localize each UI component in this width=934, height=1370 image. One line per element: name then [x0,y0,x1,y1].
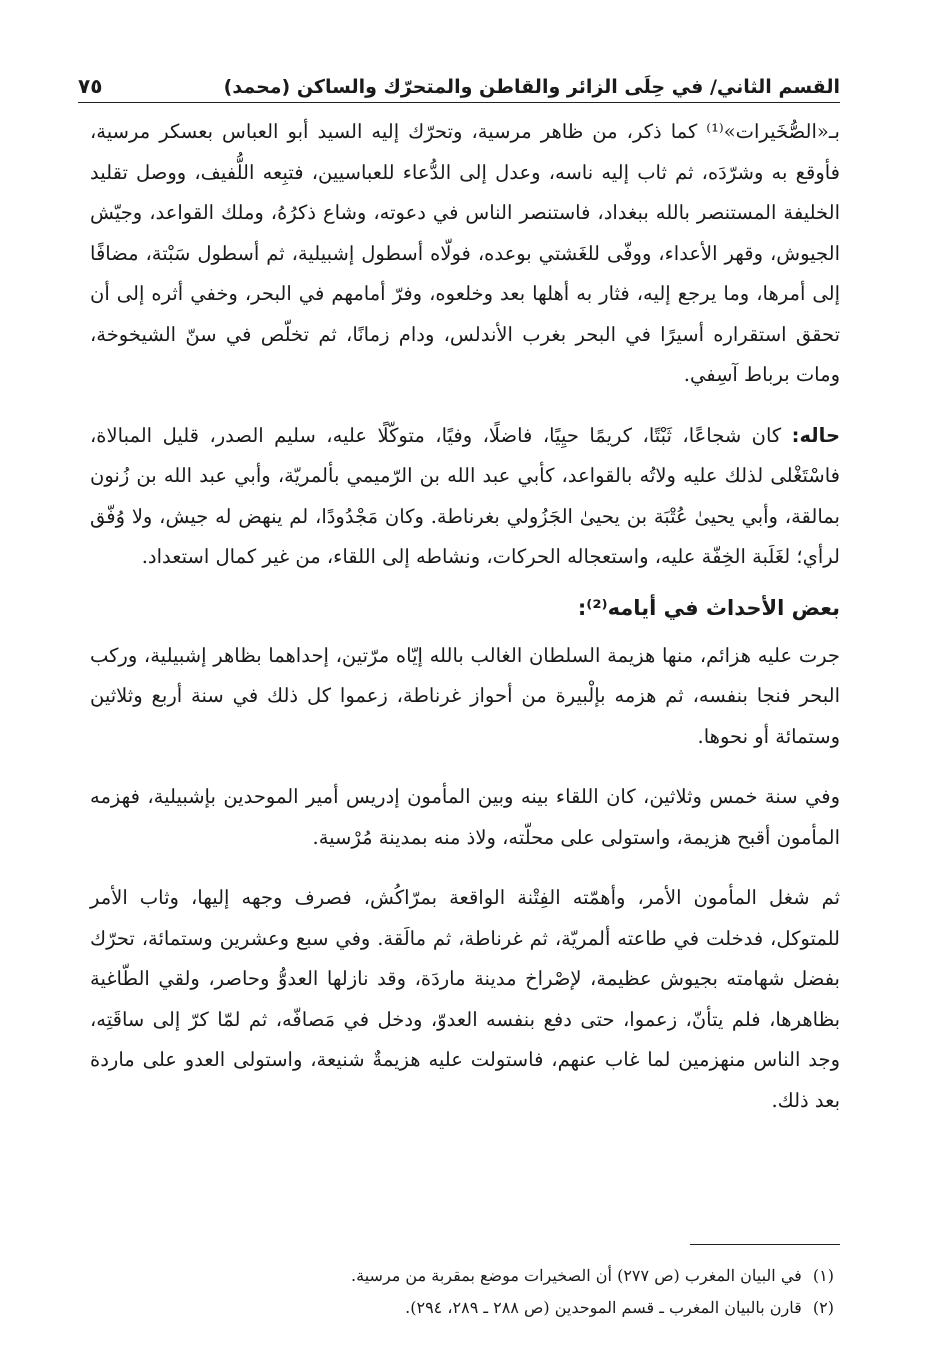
paragraph-lead-label: حاله: [791,423,840,447]
section-heading: بعض الأحداث في أيامه⁽²⁾: [577,595,840,620]
running-title: القسم الثاني/ في حِلَى الزائر والقاطن والمتحرّك والساكن (محمد) [223,76,840,98]
paragraph-year-35: وفي سنة خمس وثلاثين، كان اللقاء بينه وبين المأمون إدريس أمير الموحدين بإشبيلية، فهزمه المأمون أقبح هزيمة، واستولى على محلّته، ولاذ منه بمدينة مُرْسية. [90,785,840,849]
paragraph-defeats: جرت عليه هزائم، منها هزيمة السلطان الغالب بالله إيّاه مرّتين، إحداهما بظاهر إشبيلية، وركب البحر فنجا بنفسه، ثم هزمه بإلْبيرة من أحواز غرناطة، زعموا كل ذلك في سنة أربع وثلاثين وستمائة أو نحوها. [90,643,840,748]
main-text [90,112,840,1121]
footnote-item [90,1260,834,1292]
footnote-text: في البيان المغرب (ص ٢٧٧) أن الصخيرات موضع بمقربة من مرسية. [351,1266,802,1285]
running-header [78,58,840,103]
footnotes [90,1260,834,1324]
page-number: ٧٥ [78,74,103,98]
paragraph-continuation: بـ«الصُّخَيرات»⁽¹⁾ كما ذكر، من ظاهر مرسية، وتحرّك إليه السيد أبو العباس بعسكر مرسية، فأوقع به وشرّدَه، ثم ثاب إليه ناسه، وعدل إلى الدُّعاء للعباسيين، فتبِعه اللُّفيف، ووصل تقليد الخليفة المستنصر بالله ببغداد، فاستنصر الناس في دعوته، وشاع ذكرُهُ، وملك القواعد، وجيّش الجيوش، وقهر الأعداء، ووفّى للغَشتي بوعده، فولّاه أسطول إشبيلية، ثم أسطول سَبْتة، مضافًا إلى أمرها، وما يرجع إليه، فثار به أهلها بعد وخلعوه، وفرّ أمامهم في البحر، وخفي أثره إلى أن تحقق استقراره أسيرًا في البحر بغرب الأندلس، ودام زمانًا، ثم تخلّص في سنّ الشيخوخة، ومات برباط آسِفي. [90,120,840,386]
paragraph-character [90,416,840,578]
paragraph-character-text: كان شجاعًا، ثَبْتًا، كريمًا حيِيًا، فاضلًا، وفيًا، متوكّلًا عليه، سليم الصدر، قليل المبالاة، فاسْتَغْلى لذلك عليه ولاتُه بالقواعد، كأبي عبد الله بن الرّميمي بألمريّة، وأبي عبد الله بن زُنون بمالقة، وأبي يحيىٰ عُتْبَة بن يحيىٰ الجَزُولي بغرناطة. وكان مَجْدُودًا، لم ينهض له جيش، ولا وُفّق لرأي؛ لغَلَبة الخِفّة عليه، واستعجاله الحركات، ونشاطه إلى اللقاء، من غير كمال استعداد. [90,423,840,568]
footnote-number: (١) [812,1266,834,1285]
footnote-divider [690,1244,840,1245]
footnote-item [90,1292,834,1324]
footnote-number: (٢) [812,1298,834,1317]
footnote-text: قارن بالبيان المغرب ـ قسم الموحدين (ص ٢٨٨ ـ ٢٨٩، ٢٩٤). [405,1298,802,1317]
paragraph-merida: ثم شغل المأمون الأمر، وأهمّته الفِتْنة الواقعة بمرّاكُش، فصرف وجهه إليها، وثاب الأمر للمتوكل، فدخلت في طاعته ألمريّة، ثم غرناطة، ثم مالَقة. وفي سبع وعشرين وستمائة، تحرّك بفضل شهامته بجيوش عظيمة، لإصْراخ مدينة ماردَة، وقد نازلها العدوُّ وحاصر، ولقي الطّاغية بظاهرها، فلم يتأنّ، زعموا، حتى دفع بنفسه العدوّ، ودخل في مَصافّه، ثم لمّا كرّ إلى ساقَتِه، وجد الناس منهزمين لما غاب عنهم، فاستولت عليه هزيمةٌ شنيعة، واستولى العدو على ماردة بعد ذلك. [90,886,840,1112]
